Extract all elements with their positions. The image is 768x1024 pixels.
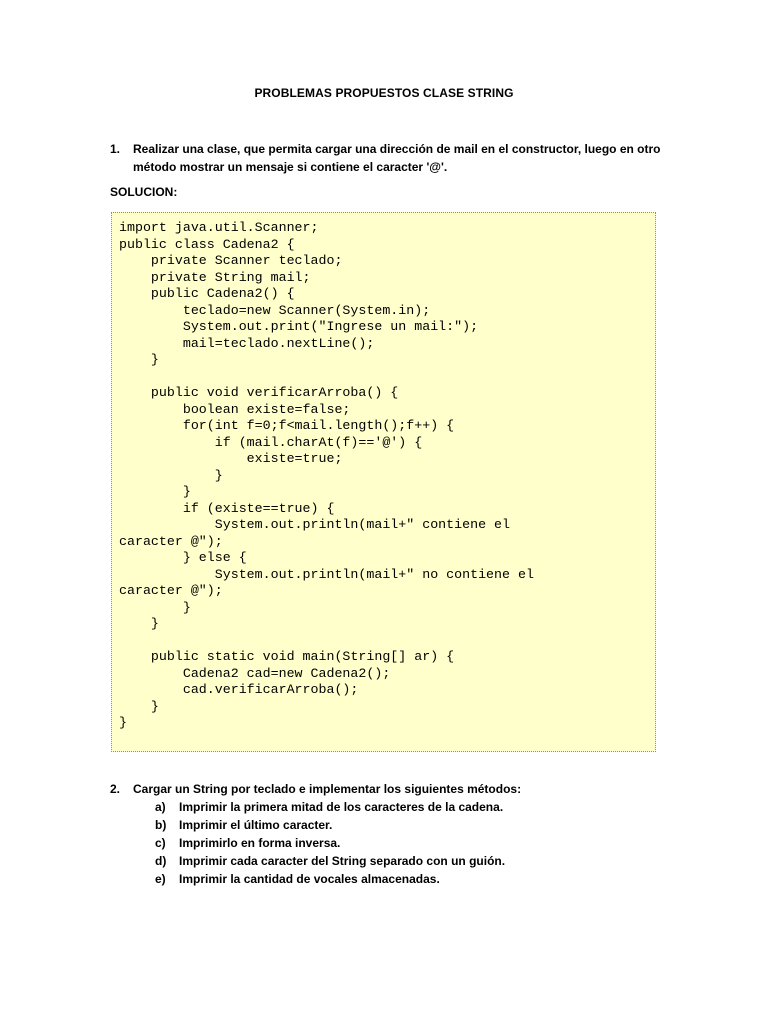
- solucion-label: SOLUCION:: [110, 185, 178, 199]
- subitem: [155, 816, 670, 834]
- subitem-letter: e): [155, 872, 166, 886]
- problem-1: [110, 140, 670, 176]
- subitem-text: Imprimir la cantidad de vocales almacenadas.: [179, 872, 440, 886]
- problem-2-text: Cargar un String por teclado e implementar los siguientes métodos:: [133, 782, 522, 796]
- subitem: [155, 852, 670, 870]
- subitem: [155, 870, 670, 888]
- problem-2-number: 2.: [110, 782, 121, 796]
- subitem-text: Imprimir cada caracter del String separado con un guión.: [179, 854, 506, 868]
- code-listing: import java.util.Scanner; public class Cadena2 { private Scanner teclado; private String mail; public Cadena2() { teclado=new Scanner(System.in); System.out.print("Ingrese un mail:"); mail=teclado.nextLine(); } public void verificarArroba() { boolean existe=false; for(int f=0;f<mail.length();f++) { if (mail.charAt(f)=='@') { existe=true; } } if (existe==true) { System.out.println(mail+" contiene el caracter @"); } else { System.out.println(mail+" no contiene el caracter @"); } } public static void main(String[] ar) { Cadena2 cad=new Cadena2(); cad.verificarArroba(); } }: [119, 220, 534, 730]
- page-title: PROBLEMAS PROPUESTOS CLASE STRING: [254, 86, 514, 100]
- subitem-text: Imprimir el último caracter.: [179, 818, 333, 832]
- subitem-text: Imprimir la primera mitad de los caracteres de la cadena.: [179, 800, 504, 814]
- subitem-letter: b): [155, 818, 167, 832]
- subitem: [155, 834, 670, 852]
- subitem-letter: a): [155, 800, 166, 814]
- problem-2-subitems: [155, 798, 670, 888]
- problem-2: [110, 780, 670, 888]
- subitem-text: Imprimirlo en forma inversa.: [179, 836, 341, 850]
- subitem: [155, 798, 670, 816]
- problem-1-number: 1.: [110, 142, 121, 156]
- code-box: [111, 212, 656, 752]
- problem-1-text: Realizar una clase, que permita cargar una dirección de mail en el constructor, luego en otro método mostrar un mensaje si contiene el caracter '@'.: [133, 142, 661, 174]
- subitem-letter: c): [155, 836, 166, 850]
- subitem-letter: d): [155, 854, 167, 868]
